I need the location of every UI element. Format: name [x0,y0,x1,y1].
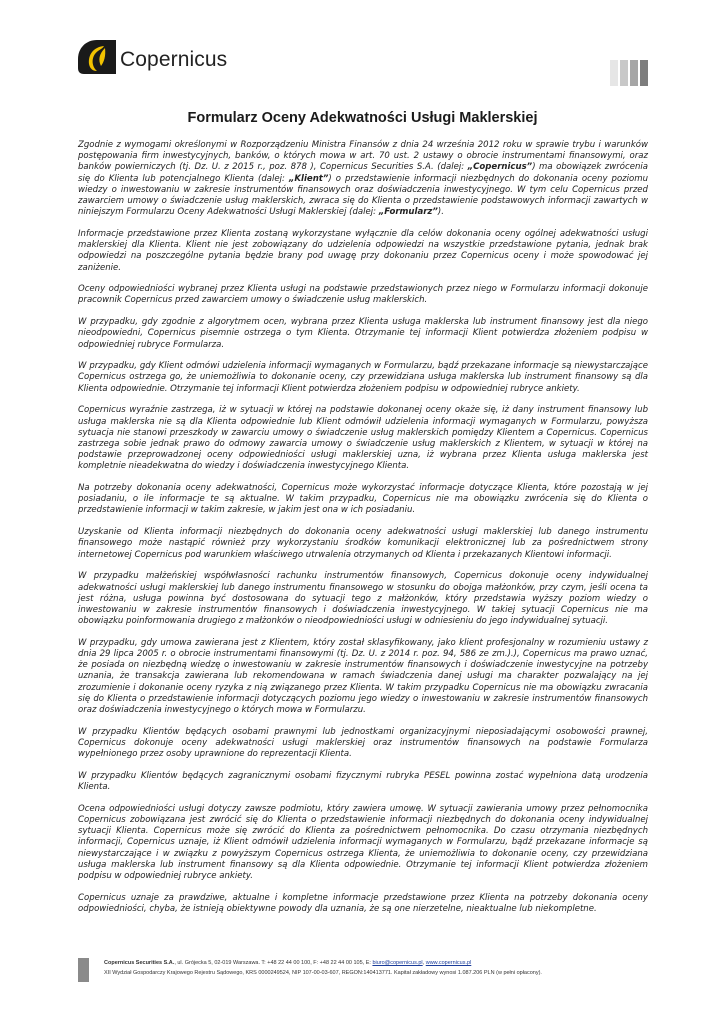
paragraph: Ocena odpowiedniości usługi dotyczy zawsze podmiotu, który zawiera umowę. W sytuacji zawierania umowy przez pełnomocnika Copernicus zobowiązana jest zwrócić się do Klienta o przedstawienie informacji niezbędnych do dokonania oceny indywidualnej sytuacji Klienta. Copernicus może się zwrócić do Klienta za pośrednictwem pełnomocnika. Do czasu otrzymania niezbędnych informacji, Copernicus uznaje, iż Klient odmówił udzielenia informacji wymaganych w Formularzu, bądź przekazane informacje są niewystarczające i w związku z powyższym Copernicus ostrzega Klienta, że uniemożliwia to dokonanie oceny, czy przewidziana usługa maklerska lub instrument finansowy są dla Klienta odpowiednie. Otrzymanie tej informacji Klient potwierdza złożeniem podpisu w odpowiedniej rubryce ankiety. [78,803,648,881]
header-decorative-bars [610,60,648,86]
header-bar-4 [640,60,648,86]
copernicus-logo-icon [78,40,116,74]
paragraph: Uzyskanie od Klienta informacji niezbędnych do dokonania oceny adekwatności usługi maklerskiej lub danego instrumentu finansowego może nastąpić również przy wykorzystaniu środków komunikacji elektronicznej lub za pośrednictwem strony internetowej Copernicus pod warunkiem właściwego utrwalenia otrzymanych od Klienta i przekazanych Klientowi informacji. [78,527,648,560]
paragraph: W przypadku, gdy Klient odmówi udzielenia informacji wymaganych w Formularzu, bądź przekazane informacje są niewystarczające Copernicus ostrzega go, że uniemożliwia to dokonanie oceny, czy przewidziana usługa maklerska lub instrument finansowy są dla Klienta odpowiednie. Otrzymanie tej informacji Klient potwierdza złożeniem podpisu w odpowiedniej rubryce ankiety. [78,361,648,394]
paragraph: Copernicus wyraźnie zastrzega, iż w sytuacji w której na podstawie dokonanej oceny okaże się, iż dany instrument finansowy lub usługa maklerska nie są dla Klienta odpowiednie lub Klient odmówił udzielenia informacji wymaganych w Formularzu, powyższa sytuacja nie stanowi przeszkody w zawarciu umowy o świadczenie usług maklerskich pomiędzy Klientem a Copernicus. Copernicus zastrzega sobie jednak prawo do odmowy zawarcia umowy o świadczenie usług maklerskich z Klientem, w sytuacji w której na podstawie przeprowadzonej oceny odpowiedniości usługi maklerskiej uzna, iż wybrana przez Klienta usługa maklerska jest kompletnie nieadekwatna do wiedzy i doświadczenia inwestycyjnego Klienta. [78,405,648,472]
text-run: ) o przedstawienie informacji niezbędnych do dokonania oceny poziomu wiedzy o inwestowaniu w zakresie instrumentów finansowych oraz doświadczenia inwestycyjnego. W tym celu Copernicus przed zawarciem umowy o świadczenie usług maklerskich, zwraca się do Klienta o przedstawienie podstawowych informacji zawartych w niniejszym Formularzu Oceny Adekwatności Usługi Maklerskiej (dalej: [78,173,649,218]
footer-text [104,958,542,978]
paragraph: W przypadku Klientów będących zagranicznymi osobami fizycznymi rubryka PESEL powinna zostać wypełniona datą urodzenia Klienta. [78,770,648,793]
header-bar-2 [620,60,628,86]
document-body [78,140,648,926]
page-title: Formularz Oceny Adekwatności Usługi Maklerskiej [187,110,538,126]
paragraph: W przypadku, gdy umowa zawierana jest z Klientem, który został sklasyfikowany, jako klient profesjonalny w rozumieniu ustawy z dnia 29 lipca 2005 r. o obrocie instrumentami finansowymi (tj. Dz. U. z 2014 r. poz. 94, 586 ze zm.).), Copernicus ma prawo uznać, że posiada on niezbędną wiedzę o inwestowaniu w zakresie instrumentów finansowych i doświadczenie inwestycyjne na potrzeby uznania, że transakcja zawierana lub rekomendowana w ramach świadczenia danej usługi ma charakter pozwalający na jej zrozumienie i dokonanie oceny ryzyka z nią związanego przez Klienta. W takim przypadku Copernicus nie ma obowiązku zwracania się do Klienta o przedstawienie informacji dotyczących poziomu jego wiedzy o inwestowaniu w zakresie instrumentów finansowych oraz doświadczenia inwestycyjnego o których mowa w Formularzu. [78,637,648,716]
page-header [78,38,648,88]
bold-term: „Formularz” [378,207,438,218]
footer-bar [78,958,89,982]
bold-term: „Klient” [288,173,329,184]
header-bar-3 [630,60,638,86]
text-run: Zgodnie z wymogami określonymi w Rozporządzeniu Ministra Finansów z dnia 24 września 2012 roku w sprawie trybu i warunków postępowania firm inwestycyjnych, banków, o których mowa w art. 70 ust. 2 ustawy o obrocie instrumentami finansowymi, oraz banków powierniczych (tj. Dz. U. z 2015 r., poz. 878 ), Copernicus Securities S.A. (dalej: [78,140,648,173]
paragraph: Oceny odpowiedniości wybranej przez Klienta usługi na podstawie przedstawionych przez niego w Formularzu informacji dokonuje pracownik Copernicus przed zawarciem umowy o świadczenie usług maklerskich. [78,284,648,306]
bold-term: „Copernicus” [467,162,533,173]
header-bar-1 [610,60,618,86]
logo-wordmark: Copernicus [120,48,228,71]
footer-company: Copernicus Securities S.A. [104,960,175,966]
text-run: ) ma obowiązek zwrócenia się do Klienta lub potencjalnego Klienta (dalej: [78,162,649,184]
footer-line-1 [104,958,542,968]
paragraph: Copernicus uznaje za prawdziwe, aktualne i kompletne informacje przedstawione przez Klienta na potrzeby dokonania oceny odpowiedniości, chyba, że istnieją obiektywne powody dla uznania, że są one nierzetelne, nieaktualne lub niekompletne. [78,892,648,914]
footer-email-link[interactable]: biuro@copernicus.pl [372,960,423,966]
paragraph: W przypadku małżeńskiej współwłasności rachunku instrumentów finansowych, Copernicus dokonuje oceny indywidualnej adekwatności usługi maklerskiej lub danego instrumentu finansowego w stosunku do obojga małżonków, przy czym, jeśli ocena ta jest różna, usługa powinna być dostosowana do sytuacji tego z małżonków, który przedstawia wyższy poziom wiedzy o inwestowaniu w zakresie instrumentów finansowych i doświadczenia inwestycyjnego. W takiej sytuacji Copernicus nie ma obowiązku poinformowania drugiego z małżonków o nieodpowiedniości usługi w odniesieniu do jego indywidualnej sytuacji. [78,571,648,627]
footer-separator: , [422,960,426,966]
paragraph: Na potrzeby dokonania oceny adekwatności, Copernicus może wykorzystać informacje dotyczące Klienta, które pozostają w jej posiadaniu, o ile informacje te są aktualne. W takim przypadku, Copernicus nie ma obowiązku zwrócenia się do Klienta o przedstawienie informacji w takim zakresie, w jakim jest ona w ich posiadaniu. [78,483,648,516]
footer-line-2: XII Wydział Gospodarczy Krajowego Rejestru Sądowego, KRS 0000249524, NIP 107-00-03-607, REGON:140413771. Kapitał zakładowy wynosi 1.087.206 PLN (w pełni opłacony). [104,970,542,976]
paragraph: Informacje przedstawione przez Klienta zostaną wykorzystane wyłącznie dla celów dokonania oceny ogólnej adekwatności usługi maklerskiej dla Klienta. Klient nie jest zobowiązany do udzielenia odpowiedzi na wszystkie przedstawione pytania, jednak brak odpowiedzi na poszczególne pytania będzie brany pod uwagę przy dokonaniu przez Copernicus oceny i może spowodować jej zaniżenie. [78,228,648,273]
paragraph: W przypadku, gdy zgodnie z algorytmem ocen, wybrana przez Klienta usługa maklerska lub instrument finansowy jest dla niego nieodpowiedni, Copernicus pisemnie ostrzega o tym Klienta. Otrzymanie tej informacji Klient potwierdza złożeniem podpisu w odpowiedniej rubryce Formularza. [78,317,648,350]
footer-address: , ul. Grójecka 5, 02-019 Warszawa. T: +48 22 44 00 100, F: +48 22 44 00 105, E: [174,960,373,966]
paragraph [78,140,648,218]
text-run: ). [437,207,444,218]
page-footer [78,958,648,982]
paragraph: W przypadku Klientów będących osobami prawnymi lub jednostkami organizacyjnymi nieposiadającymi osobowości prawnej, Copernicus dokonuje oceny adekwatności usługi maklerskiej oraz instrumentów finansowych na podstawie Formularza wypełnionego przez osoby uprawnione do reprezentacji Klienta. [78,726,648,760]
footer-website-link[interactable]: www.copernicus.pl [425,960,472,966]
